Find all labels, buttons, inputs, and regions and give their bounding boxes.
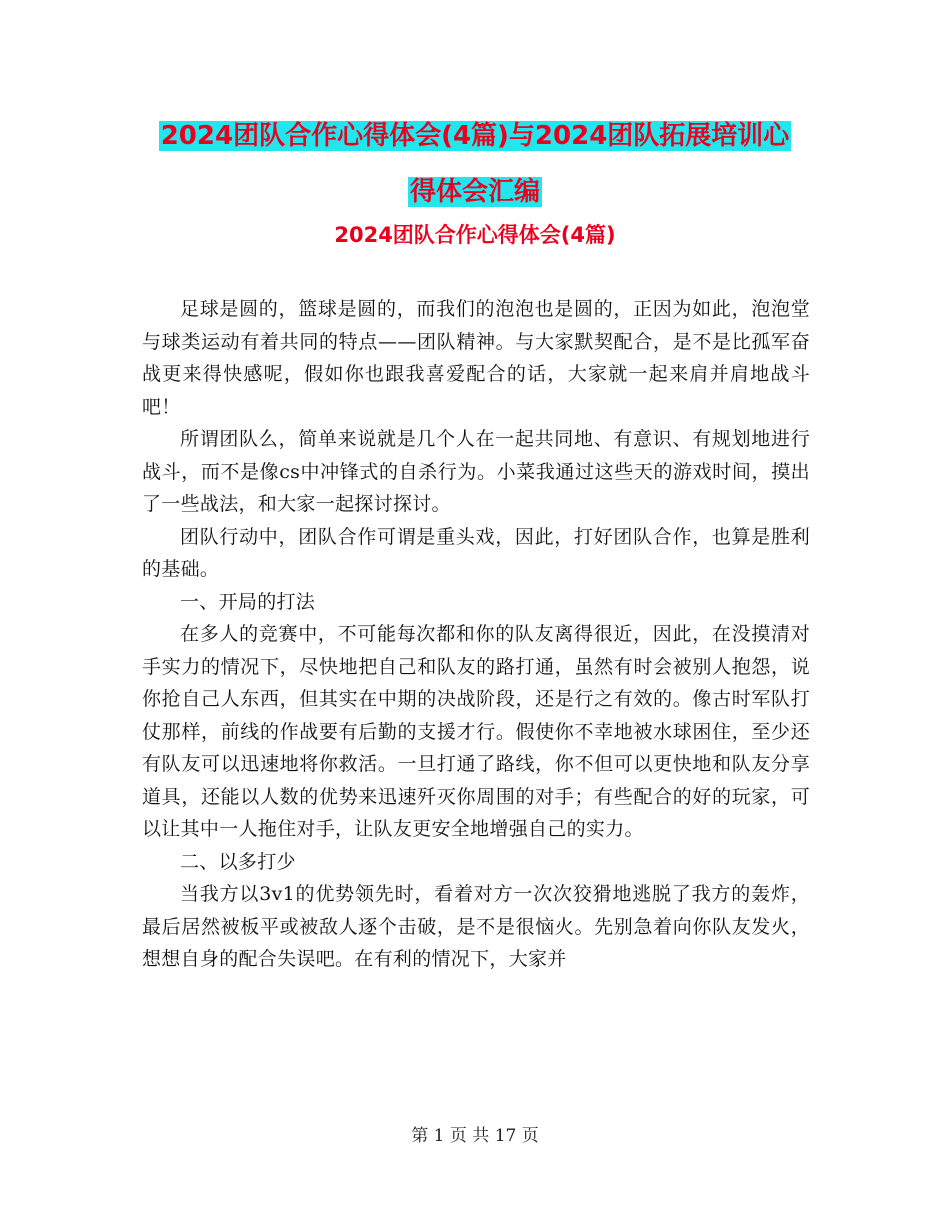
paragraph: 在多人的竞赛中，不可能每次都和你的队友离得很近，因此，在没摸清对手实力的情况下，尽快地把自己和队友的路打通，虽然有时会被别人抱怨，说你抢自己人东西，但其实在中期的决战阶段，还是行之有效的。像古时军队打仗那样，前线的作战要有后勤的支援才行。假使你不幸地被水球困住，至少还有队友可以迅速地将你救活。一旦打通了路线，你不但可以更快地和队友分享道具，还能以人数的优势来迅速歼灭你周围的对手；有些配合的好的玩家，可以让其中一人拖住对手，让队友更安全地增强自己的实力。 [142, 623, 810, 840]
page-footer: 第 1 页 共 17 页 [411, 1126, 539, 1146]
subheading: 二、以多打少 [180, 850, 296, 873]
subheading: 一、开局的打法 [180, 590, 316, 613]
paragraph: 所谓团队么，简单来说就是几个人在一起共同地、有意识、有规划地进行战斗，而不是像cs中冲锋式的自杀行为。小菜我通过这些天的游戏时间，摸出了一些战法，和大家一起探讨探讨。 [142, 428, 810, 515]
paragraph: 团队行动中，团队合作可谓是重头戏，因此，打好团队合作，也算是胜利的基础。 [142, 525, 810, 580]
section-title: 2024团队合作心得体会(4篇) [334, 223, 616, 247]
document-title-text: 2024团队合作心得体会(4篇)与2024团队拓展培训心得体会汇编 [160, 121, 790, 207]
document-body [142, 293, 810, 976]
paragraph: 足球是圆的，篮球是圆的，而我们的泡泡也是圆的，正因为如此，泡泡堂与球类运动有着共同的特点——团队精神。与大家默契配合，是不是比孤军奋战更来得快感呢，假如你也跟我喜爱配合的话，大家就一起来肩并肩地战斗吧！ [142, 298, 810, 418]
document-title [150, 108, 800, 220]
paragraph: 当我方以3v1的优势领先时，看着对方一次次狡猾地逃脱了我方的轰炸，最后居然被板平或被敌人逐个击破，是不是很恼火。先别急着向你队友发火，想想自身的配合失误吧。在有利的情况下，大家并 [142, 883, 810, 970]
